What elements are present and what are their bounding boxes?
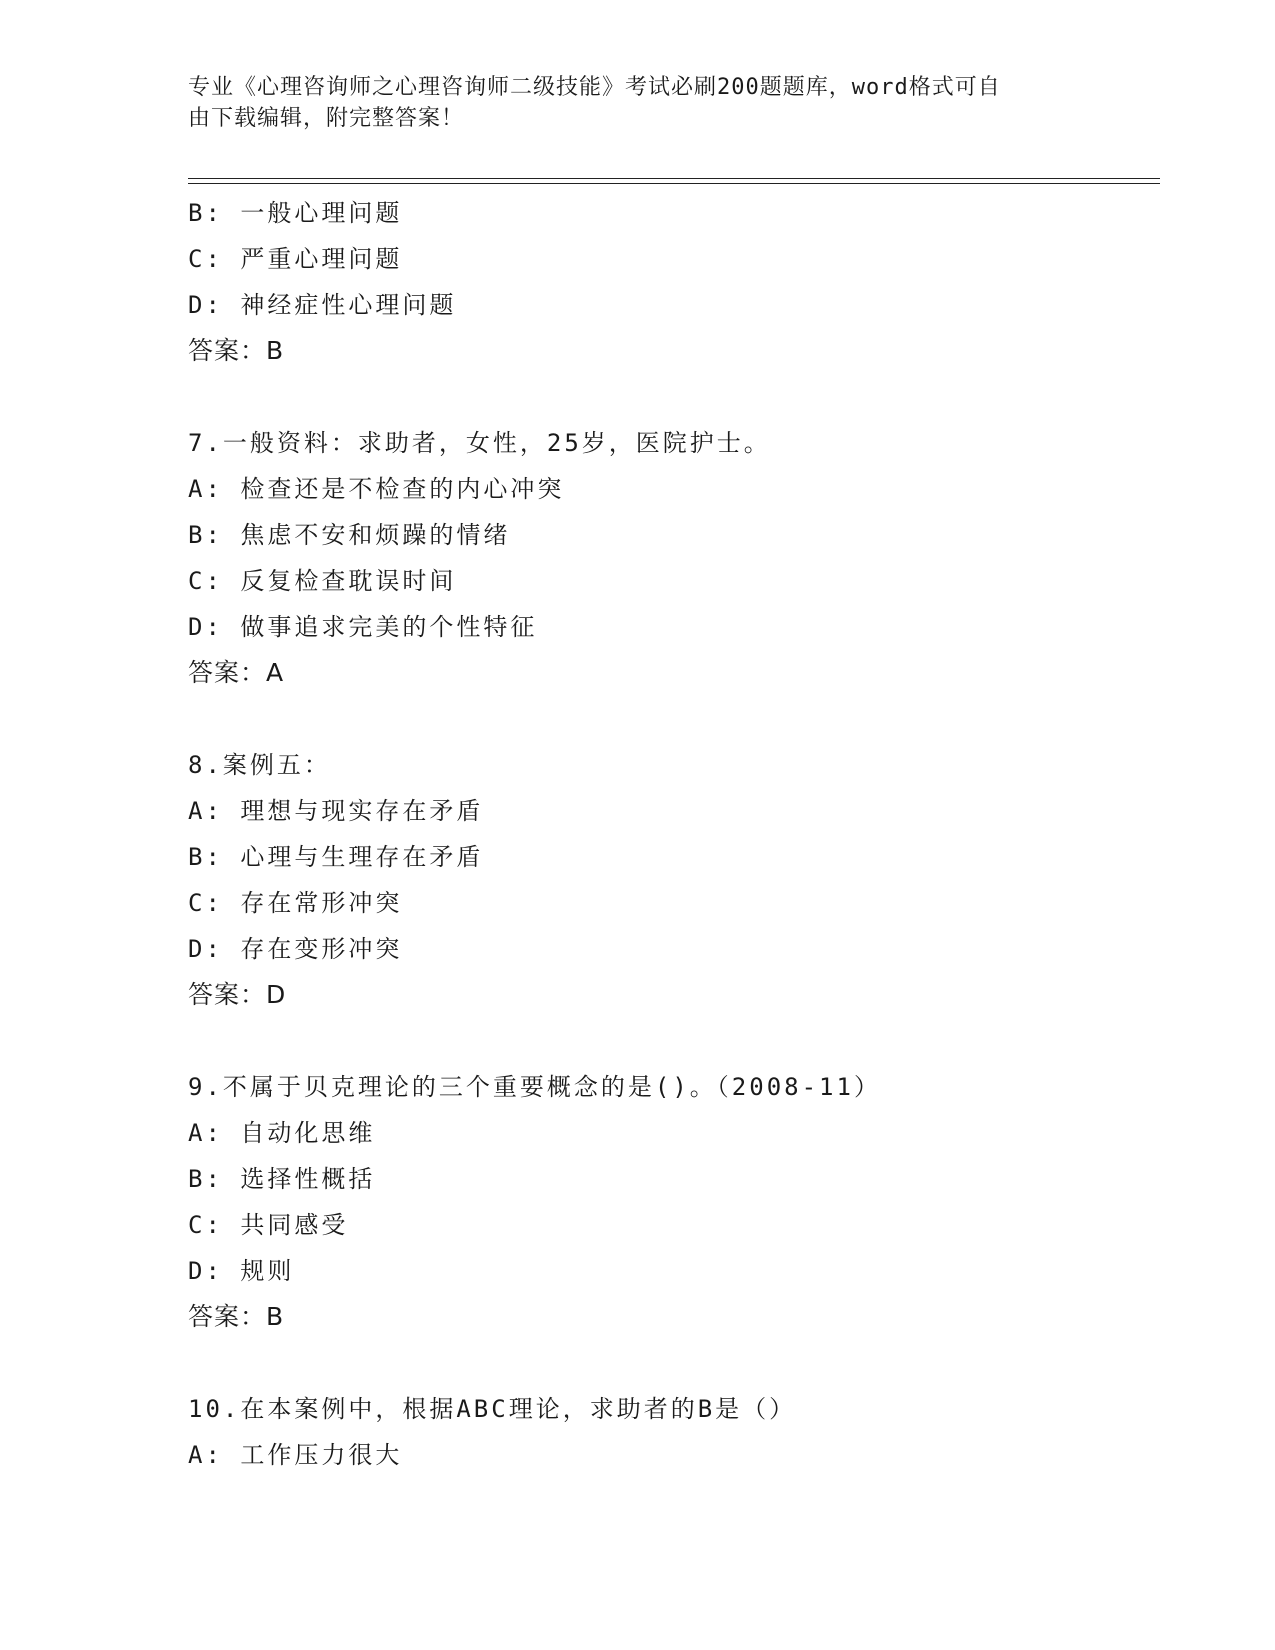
option-line: A: 工作压力很大 <box>188 1441 403 1469</box>
spacer <box>188 1018 1148 1064</box>
question-line: 8.案例五： <box>188 751 331 779</box>
header-rule-top <box>188 178 1160 179</box>
header-line-2: 由下载编辑，附完整答案！ <box>188 106 465 131</box>
header-line-1: 专业《心理咨询师之心理咨询师二级技能》考试必刷200题题库，word格式可自 <box>188 75 1001 100</box>
option-line: C: 反复检查耽误时间 <box>188 567 457 595</box>
option-line: B: 选择性概括 <box>188 1165 376 1193</box>
option-line: A: 理想与现实存在矛盾 <box>188 797 484 825</box>
spacer <box>188 374 1148 420</box>
answer-line: 答案：D <box>188 980 287 1009</box>
spacer <box>188 1340 1148 1386</box>
option-line: A: 自动化思维 <box>188 1119 376 1147</box>
option-line: A: 检查还是不检查的内心冲突 <box>188 475 565 503</box>
option-line: B: 一般心理问题 <box>188 199 403 227</box>
option-line: D: 存在变形冲突 <box>188 935 403 963</box>
option-line: D: 做事追求完美的个性特征 <box>188 613 538 641</box>
option-line: B: 焦虑不安和烦躁的情绪 <box>188 521 511 549</box>
question-line: 9.不属于贝克理论的三个重要概念的是()。（2008-11） <box>188 1073 881 1101</box>
question-list <box>188 190 1148 1478</box>
answer-line: 答案：B <box>188 336 285 365</box>
option-line: C: 存在常形冲突 <box>188 889 403 917</box>
option-line: D: 神经症性心理问题 <box>188 291 457 319</box>
document-header <box>188 72 1068 134</box>
spacer <box>188 696 1148 742</box>
header-rule-bottom <box>188 183 1160 184</box>
option-line: C: 严重心理问题 <box>188 245 403 273</box>
option-line: D: 规则 <box>188 1257 295 1285</box>
answer-line: 答案：B <box>188 1302 285 1331</box>
answer-line: 答案：A <box>188 658 285 687</box>
option-line: C: 共同感受 <box>188 1211 349 1239</box>
option-line: B: 心理与生理存在矛盾 <box>188 843 484 871</box>
question-line: 7.一般资料：求助者，女性，25岁，医院护士。 <box>188 429 771 457</box>
question-line: 10.在本案例中，根据ABC理论，求助者的B是（） <box>188 1395 797 1423</box>
